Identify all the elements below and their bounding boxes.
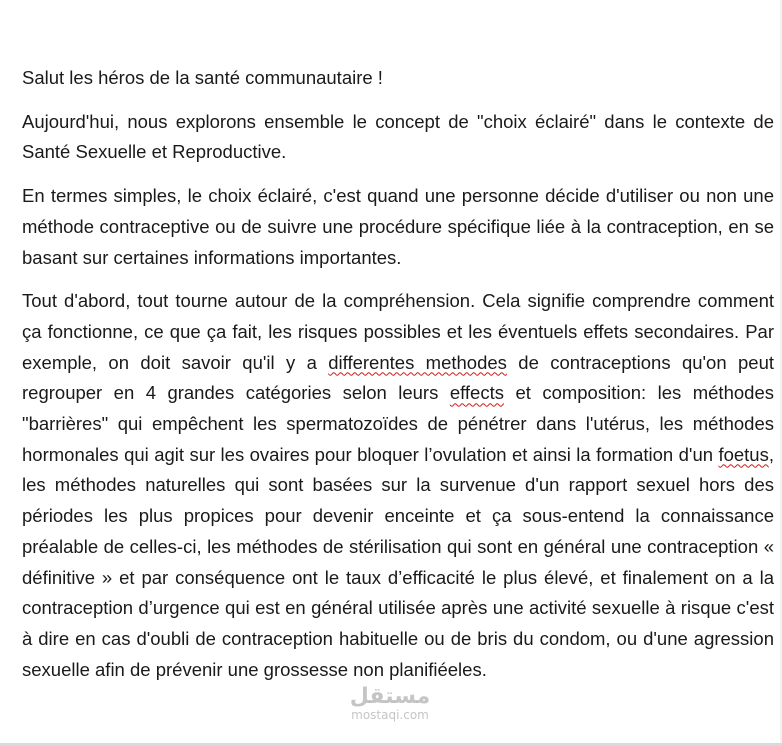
text-run: de contraceptions qu'on peut regrouper en 4 grandes catégories selon leurs	[22, 351, 775, 404]
text-run: Tout d'abord, tout tourne autour de la compréhension. Cela signifie comprendre comment ça fonctionne, ce que ça fait, les risques possibles et les éventuels effets secondaires. Par exemple, on doit savoir qu'il y a	[22, 290, 774, 373]
spelling-error-word[interactable]: foetus	[718, 443, 769, 465]
text-run: , les méthodes naturelles qui sont basées sur la survenue d'un rapport sexuel hors des périodes les plus propices pour devenir enceinte et ça sous-entend la connaissance préalable de celles-ci, les méthodes de stérilisation qui sont en général une contraception « définitive » et par conséquence ont le taux d’efficacité le plus élevé, et finalement on a la contraception d’urgence qui est en général utilisée après une activité sexuelle à risque c'est à dire en cas d'oubli de contraception habituelle ou de bris du condom, ou d'une agression sexuelle afin de prévenir une grossesse non planifiéeles.	[22, 443, 774, 680]
definition-paragraph[interactable]: En termes simples, le choix éclairé, c'est quand une personne décide d'utiliser ou non une méthode contraceptive ou de suivre une procédure spécifique liée à la contraception, en se basant sur certaines informations importantes.	[22, 185, 774, 268]
document-body[interactable]	[22, 63, 774, 698]
methods-paragraph[interactable]	[22, 286, 774, 685]
watermark-latin-text: mostaqi.com	[351, 708, 429, 722]
greeting-paragraph[interactable]: Salut les héros de la santé communautaire !	[22, 67, 383, 88]
text-run: et composition: les méthodes "barrières" qui empêchent les spermatozoïdes de pénétrer dans l'utérus, les méthodes hormonales qui agit sur les ovaires pour bloquer l’ovulation et ainsi la formation d'un	[22, 382, 774, 465]
intro-paragraph[interactable]: Aujourd'hui, nous explorons ensemble le concept de "choix éclairé" dans le contexte de Santé Sexuelle et Reproductive.	[22, 110, 774, 163]
spelling-error-word[interactable]: differentes methodes	[328, 351, 507, 373]
spelling-error-word[interactable]: effects	[449, 382, 504, 404]
watermark-arabic-text: مستقل	[349, 684, 431, 709]
